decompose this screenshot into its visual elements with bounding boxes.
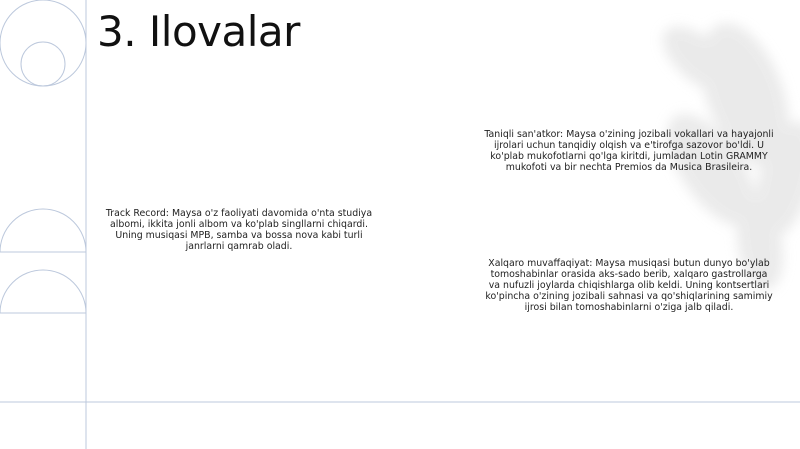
text-block-international-success: Xalqaro muvaffaqiyat: Maysa musiqasi butun dunyo bo'ylab tomoshabinlar orasida aks-sado berib, xalqaro gastrollarga va nufuzli joylarda chiqishlarga olib keldi. Uning kontsertlari ko'pincha o'zining jozibali sahnasi va qo'shiqlarining samimiy ijrosi bilan tomoshabinlarni o'ziga jalb qiladi. (485, 258, 773, 313)
slide-title: 3. Ilovalar (97, 7, 300, 56)
text-block-recognition: Taniqli san'atkor: Maysa o'zining jozibali vokallari va hayajonli ijrolari uchun tanqidiy olqish va e'tirofga sazovor bo'ldi. U ko'plab mukofotlarni qo'lga kiritdi, jumladan Lotin GRAMMY mukofoti va bir nechta Premios da Musica Brasileira. (484, 129, 774, 173)
text-block-track-record: Track Record: Maysa o'z faoliyati davomida o'nta studiya albomi, ikkita jonli albom va ko'plab singllarni chiqardi. Uning musiqasi MPB, samba va bossa nova kabi turli janrlarni qamrab oladi. (105, 208, 373, 252)
